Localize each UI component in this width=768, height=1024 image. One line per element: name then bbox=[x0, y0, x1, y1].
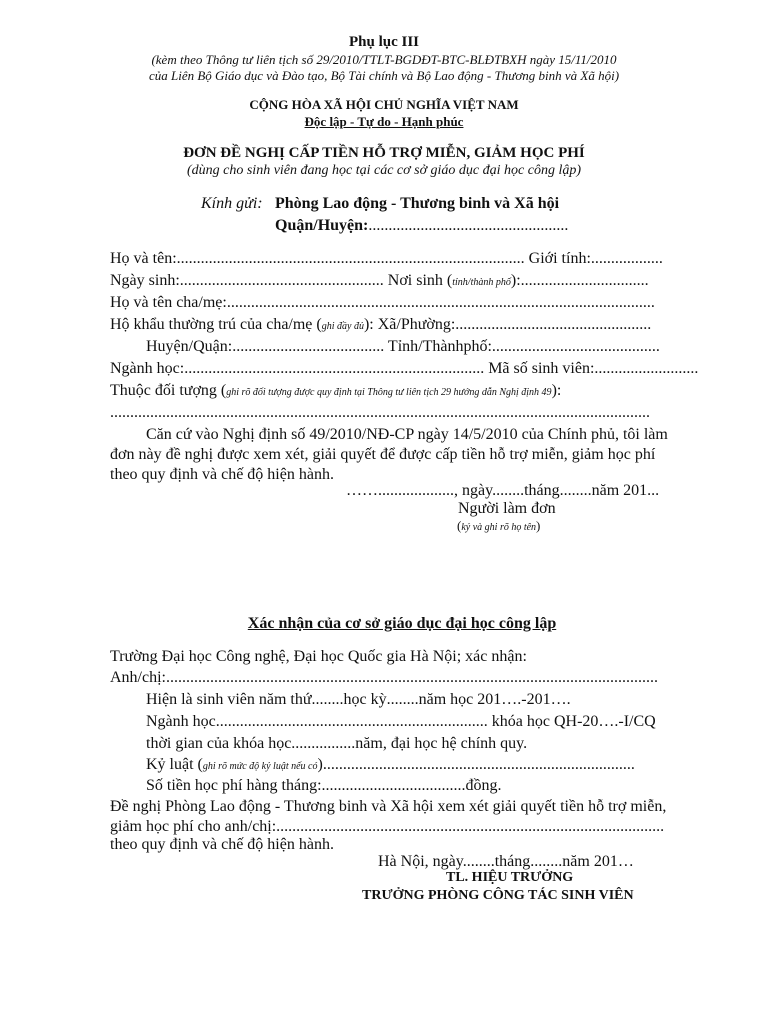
motto: Độc lập - Tự do - Hạnh phúc bbox=[304, 114, 464, 129]
confirm-university-line: Trường Đại học Công nghệ, Đại học Quốc gia Hà Nội; xác nhận: bbox=[110, 648, 527, 665]
confirm-duration-field[interactable]: thời gian của khóa học................năm, đại học hệ chính quy. bbox=[146, 735, 528, 752]
sign-note-close: ) bbox=[536, 518, 541, 533]
recipient-district-dots: .................................................. bbox=[368, 217, 569, 234]
discipline-text: Kỷ luật ( bbox=[146, 757, 203, 773]
dob-birthplace-field[interactable] bbox=[110, 273, 700, 289]
confirm-request-line-3: theo quy định và chế độ hiện hành. bbox=[110, 836, 334, 853]
request-line-3: theo quy định và chế độ hiện hành. bbox=[110, 466, 334, 483]
request-line-1: Căn cứ vào Nghị định số 49/2010/NĐ-CP ngày 14/5/2010 của Chính phủ, tôi làm bbox=[146, 426, 668, 443]
name-gender-field[interactable]: Họ và tên:....................................................................................... Giới tính:.................. bbox=[110, 251, 663, 267]
target-group-field[interactable]: ....................................................................................................................................... bbox=[110, 405, 650, 421]
target-group-label bbox=[110, 383, 561, 399]
target-group-hint: ghi rõ đối tượng được quy định tại Thông tư liên tịch 29 hướng dẫn Nghị định 49 bbox=[226, 387, 552, 398]
country-name: CỘNG HÒA XÃ HỘI CHỦ NGHĨA VIỆT NAM bbox=[249, 97, 519, 112]
household-hint: ghi đầy đủ bbox=[321, 321, 364, 332]
form-subtitle: (dùng cho sinh viên đang học tại các cơ sở giáo dục đại học công lập) bbox=[186, 163, 582, 178]
confirm-request-line-1: Đề nghị Phòng Lao động - Thương binh và Xã hội xem xét giải quyết tiền hỗ trợ miễn, bbox=[110, 798, 667, 815]
form-title: ĐƠN ĐỀ NGHỊ CẤP TIỀN HỖ TRỢ MIỄN, GIẢM HỌC PHÍ bbox=[183, 145, 585, 161]
discipline-dots: ).............................................................................. bbox=[317, 757, 635, 773]
sign-note-open: ( bbox=[457, 518, 462, 533]
district-province-field[interactable]: Huyện/Quận:...................................... Tỉnh/Thànhphố:.......................................... bbox=[146, 339, 660, 355]
recipient-line-2 bbox=[275, 218, 568, 234]
major-student-id-field[interactable]: Ngành học:........................................................................... Mã số sinh viên:.......................... bbox=[110, 361, 699, 377]
recipient-line-1: Phòng Lao động - Thương binh và Xã hội bbox=[275, 195, 560, 212]
confirm-tuition-field[interactable]: Số tiền học phí hàng tháng:....................................đồng. bbox=[146, 777, 502, 794]
applicant-signer-label: Người làm đơn bbox=[458, 500, 556, 517]
birthplace-hint: tỉnh/thành phố bbox=[452, 277, 511, 288]
target-group-close: ): bbox=[551, 382, 562, 399]
dob-text: Ngày sinh:................................................... Nơi sinh ( bbox=[110, 273, 453, 289]
request-line-2: đơn này đề nghị được xem xét, giải quyết để được cấp tiền hỗ trợ miễn, giảm học phí bbox=[110, 446, 656, 463]
confirm-student-name-field[interactable]: Anh/chị:........................................................................................................................... bbox=[110, 670, 658, 686]
school-sign-line-2: TRƯỞNG PHÒNG CÔNG TÁC SINH VIÊN bbox=[362, 888, 634, 903]
appendix-title: Phụ lục III bbox=[348, 34, 420, 50]
appendix-note-line-1: (kèm theo Thông tư liên tịch số 29/2010/TTLT-BGDĐT-BTC-BLĐTBXH ngày 15/11/2010 bbox=[151, 52, 617, 67]
appendix-note-line-2: của Liên Bộ Giáo dục và Đào tạo, Bộ Tài chính và Bộ Lao động - Thương binh và Xã hội) bbox=[148, 68, 620, 83]
confirm-year-semester-field[interactable]: Hiện là sinh viên năm thứ........học kỳ........năm học 201….-201…. bbox=[146, 691, 571, 708]
confirm-request-name-field[interactable]: giảm học phí cho anh/chị:................................................................................................. bbox=[110, 819, 665, 835]
household-field[interactable] bbox=[110, 317, 700, 333]
confirmation-title: Xác nhận của cơ sở giáo dục đại học công lập bbox=[247, 615, 557, 632]
applicant-sign-note bbox=[457, 519, 540, 533]
ward-text: ): Xã/Phường:................................................. bbox=[363, 317, 652, 333]
applicant-date-line[interactable]: ……..................., ngày........tháng........năm 201... bbox=[346, 482, 660, 499]
confirm-discipline-field[interactable] bbox=[146, 757, 700, 773]
sign-note-text: ký và ghi rõ họ tên bbox=[461, 522, 537, 533]
discipline-hint: ghi rõ mức độ kỷ luật nếu có bbox=[202, 761, 318, 772]
recipient-district-label: Quận/Huyện: bbox=[275, 217, 369, 234]
target-group-text: Thuộc đối tượng ( bbox=[110, 382, 227, 399]
parent-name-field[interactable]: Họ và tên cha/mẹ:........................................................................................................... bbox=[110, 295, 655, 311]
recipient-label: Kính gửi: bbox=[201, 195, 263, 212]
birthplace-dots: ):................................ bbox=[510, 273, 649, 289]
school-sign-line-1: TL. HIỆU TRƯỞNG bbox=[446, 870, 574, 885]
household-text: Hộ khẩu thường trú của cha/mẹ ( bbox=[110, 317, 322, 333]
school-date-line[interactable]: Hà Nội, ngày........tháng........năm 201… bbox=[378, 853, 634, 870]
confirm-major-cohort-field[interactable]: Ngành học.................................................................... khóa học QH-20….-I/CQ bbox=[146, 713, 656, 730]
